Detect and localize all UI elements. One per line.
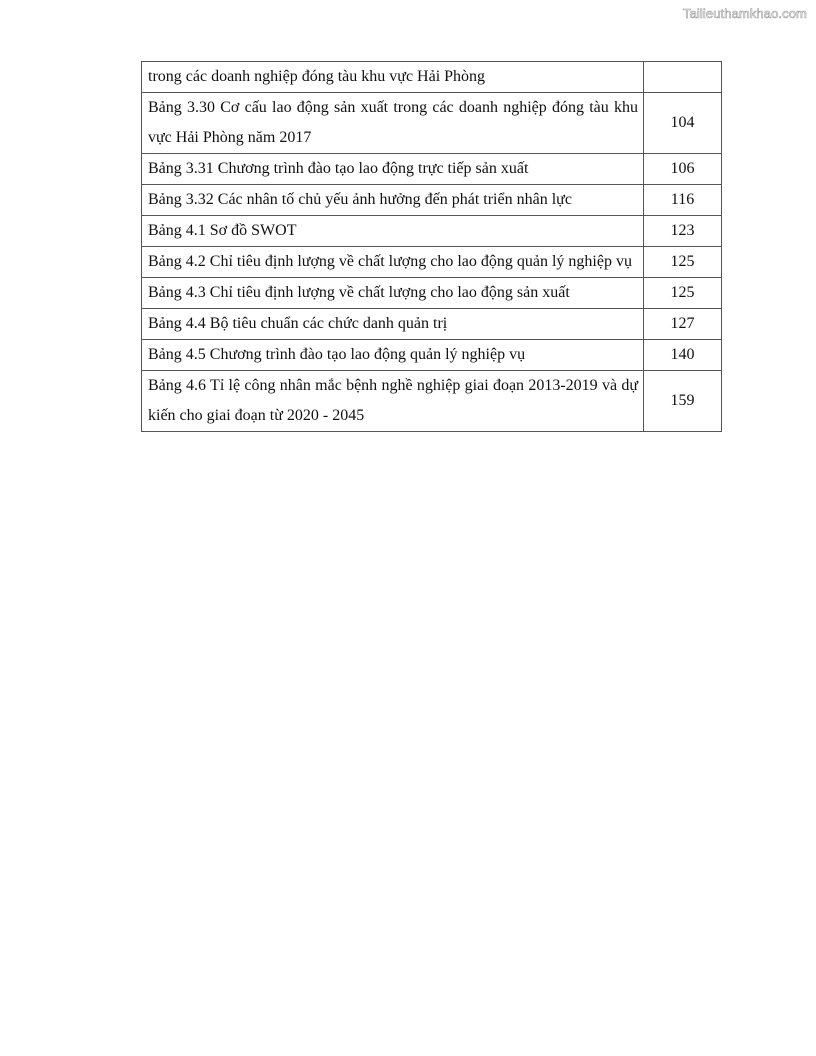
- table-title-cell: Bảng 4.4 Bộ tiêu chuẩn các chức danh quản trị: [142, 309, 644, 340]
- table-title-cell: Bảng 4.2 Chỉ tiêu định lượng về chất lượng cho lao động quản lý nghiệp vụ: [142, 247, 644, 278]
- page-number-cell: 140: [644, 340, 722, 371]
- table-title-cell: Bảng 3.31 Chương trình đào tạo lao động trực tiếp sản xuất: [142, 154, 644, 185]
- page-number-cell: [644, 62, 722, 93]
- page-number-cell: 125: [644, 278, 722, 309]
- table-title-cell: Bảng 4.6 Tỉ lệ công nhân mắc bệnh nghề nghiệp giai đoạn 2013-2019 và dự kiến cho giai đoạn từ 2020 - 2045: [142, 371, 644, 432]
- page-number-cell: 159: [644, 371, 722, 432]
- table-row: [142, 309, 722, 340]
- page-number-cell: 125: [644, 247, 722, 278]
- table-row: [142, 185, 722, 216]
- table-row: [142, 62, 722, 93]
- page-number-cell: 104: [644, 93, 722, 154]
- table-list: [141, 61, 722, 432]
- table-title-cell: trong các doanh nghiệp đóng tàu khu vực Hải Phòng: [142, 62, 644, 93]
- table-title-cell: Bảng 3.32 Các nhân tố chủ yếu ảnh hưởng đến phát triển nhân lực: [142, 185, 644, 216]
- table-row: [142, 93, 722, 154]
- table-title-cell: Bảng 4.3 Chỉ tiêu định lượng về chất lượng cho lao động sản xuất: [142, 278, 644, 309]
- page-number-cell: 116: [644, 185, 722, 216]
- table-title-cell: Bảng 4.1 Sơ đồ SWOT: [142, 216, 644, 247]
- table-row: [142, 216, 722, 247]
- table-title-cell: Bảng 3.30 Cơ cấu lao động sản xuất trong các doanh nghiệp đóng tàu khu vực Hải Phòng năm 2017: [142, 93, 644, 154]
- page-number-cell: 127: [644, 309, 722, 340]
- table-row: [142, 371, 722, 432]
- page-number-cell: 123: [644, 216, 722, 247]
- table-row: [142, 340, 722, 371]
- watermark-text: Tailieuthamkhao.com: [682, 6, 807, 21]
- table-row: [142, 247, 722, 278]
- table-title-cell: Bảng 4.5 Chương trình đào tạo lao động quản lý nghiệp vụ: [142, 340, 644, 371]
- table-row: [142, 278, 722, 309]
- page-number-cell: 106: [644, 154, 722, 185]
- table-row: [142, 154, 722, 185]
